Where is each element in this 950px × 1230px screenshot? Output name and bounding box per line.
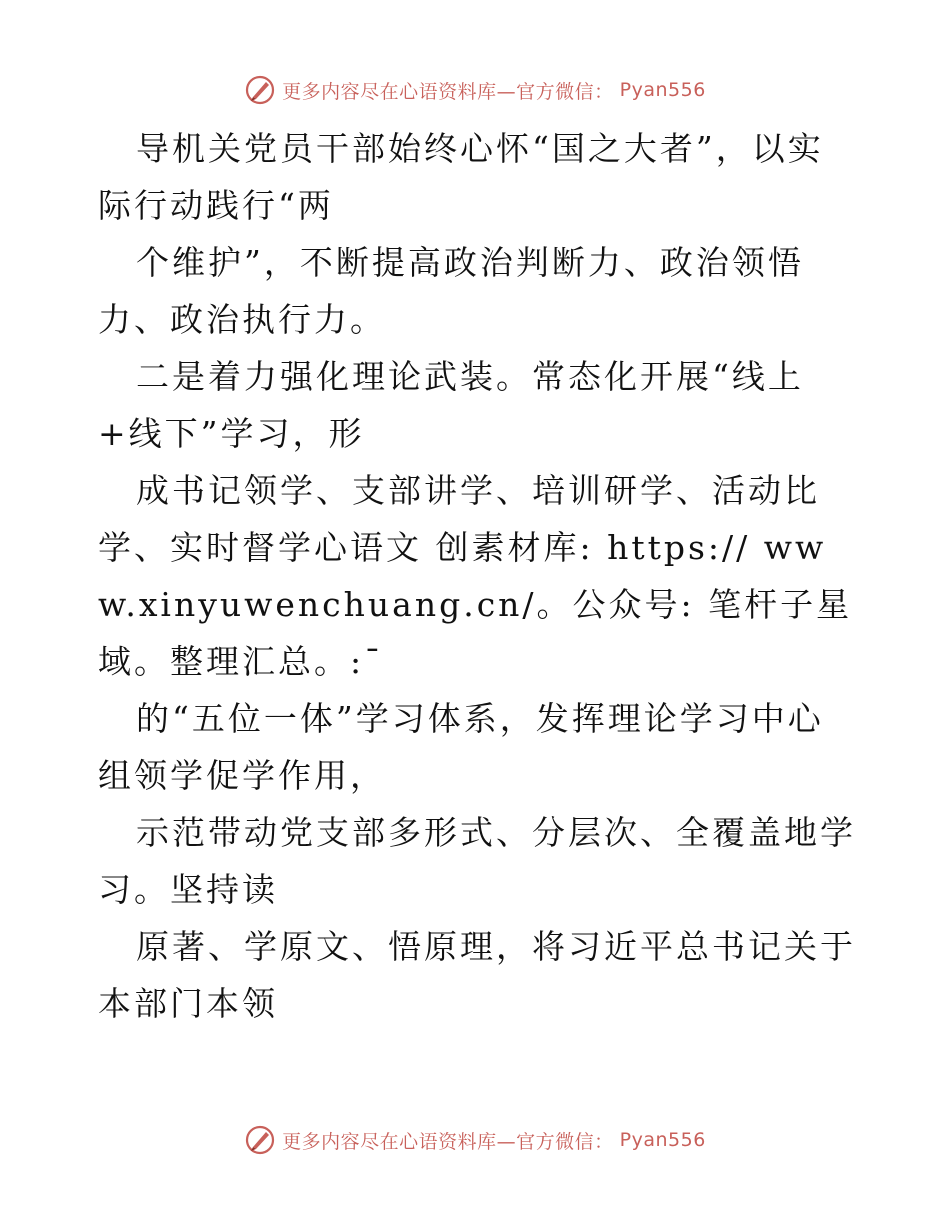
document-body [98,120,858,1032]
paragraph-2: 个维护”，不断提高政治判断力、政治领悟力、政治执行力。 [98,243,804,339]
watermark-wechat-id: Pyan556 [619,79,706,101]
paragraph-7: 原著、学原文、悟原理，将习近平总书记关于本部门本领 [98,927,856,1023]
watermark-text: 更多内容尽在心语资料库—官方微信： [282,80,614,103]
watermark-wechat-id: Pyan556 [619,1129,706,1151]
paragraph-3: 二是着力强化理论武装。常态化开展“线上+线下”学习，形 [98,357,804,453]
paragraph-5: 的“五位一体”学习体系，发挥理论学习中心组领学促学作用， [98,699,824,795]
footer-watermark [0,1124,950,1156]
watermark-text: 更多内容尽在心语资料库—官方微信： [282,1130,614,1153]
header-watermark [0,74,950,106]
paragraph-1: 导机关党员干部始终心怀“国之大者”，以实际行动践行“两 [98,129,824,225]
paragraph-4: 成书记领学、支部讲学、培训研学、活动比学、实时督学心语文 创素材库: https:// www.xinyuwenchuang.cn/。公众号: 笔杆子星域。整理汇总。:¯ [98,471,853,681]
quill-pen-logo-icon [244,74,276,106]
quill-pen-logo-icon [244,1124,276,1156]
paragraph-6: 示范带动党支部多形式、分层次、全覆盖地学习。坚持读 [98,813,856,909]
